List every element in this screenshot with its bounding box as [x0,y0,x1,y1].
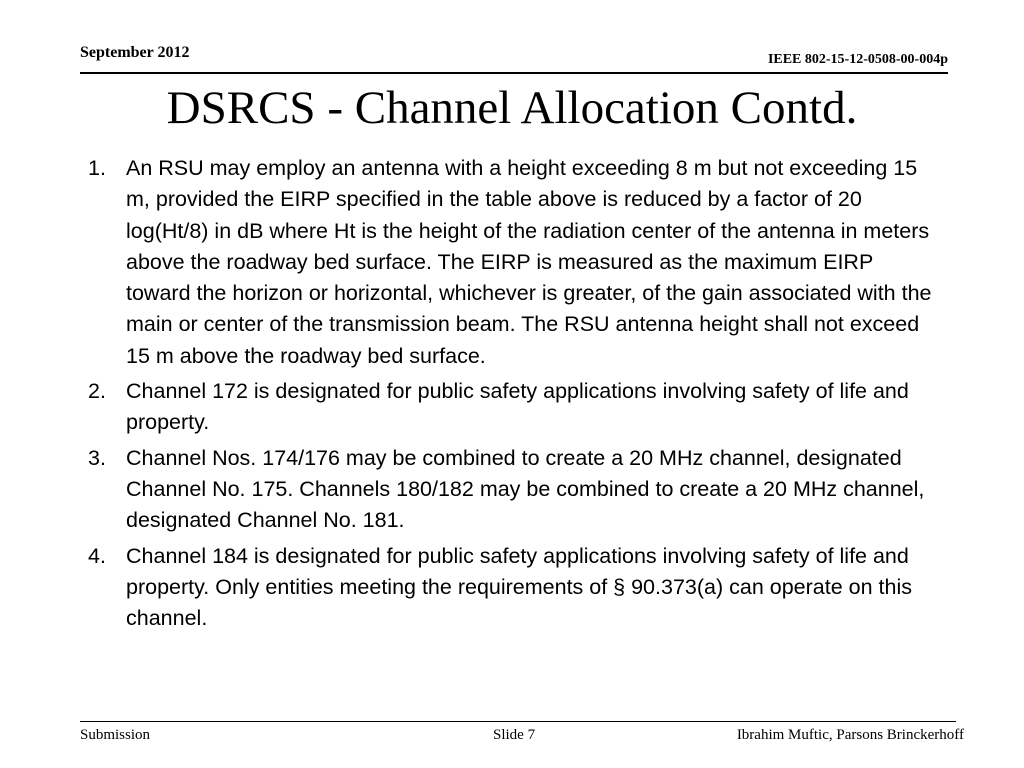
footer-slide-number: Slide 7 [493,727,536,743]
footer-divider [80,721,956,722]
list-item-number: 4. [88,543,106,568]
list-item-text: Channel 172 is designated for public safety applications involving safety of life and property. [126,379,909,435]
slide-title: DSRCS - Channel Allocation Contd. [166,82,858,134]
footer-author: Ibrahim Muftic, Parsons Brinckerhoff [736,727,964,743]
list-item [88,153,938,372]
list-item-text: Channel 184 is designated for public safety applications involving safety of life and property. Only entities meeting the requirements of § 90.373(a) can operate on this channel. [126,543,912,631]
list-item-number: 2. [88,379,106,404]
list-item-number: 3. [88,445,106,470]
header-document-id: IEEE 802-15-12-0508-00-004p [767,52,948,67]
list-item [88,541,938,635]
footer-submission: Submission [80,727,151,743]
list-item [88,443,938,537]
list-item-text: An RSU may employ an antenna with a height exceeding 8 m but not exceeding 15 m, provided the EIRP specified in the table above is reduced by a factor of 20 log(Ht/8) in dB where Ht is the height of the radiation center of the antenna in meters above the roadway bed surface. The EIRP is measured as the maximum EIRP toward the horizon or horizontal, whichever is greater, of the gain associated with the main or center of the transmission beam. The RSU antenna height shall not exceed 15 m above the roadway bed surface. [126,156,932,368]
list-item [88,376,938,439]
header-date: September 2012 [80,44,190,61]
numbered-list [88,153,938,638]
list-item-text: Channel Nos. 174/176 may be combined to create a 20 MHz channel, designated Channel No. 175. Channels 180/182 may be combined to create a 20 MHz channel, designated Channel No. 181. [126,445,925,533]
header-divider [80,72,948,74]
list-item-number: 1. [88,156,106,180]
